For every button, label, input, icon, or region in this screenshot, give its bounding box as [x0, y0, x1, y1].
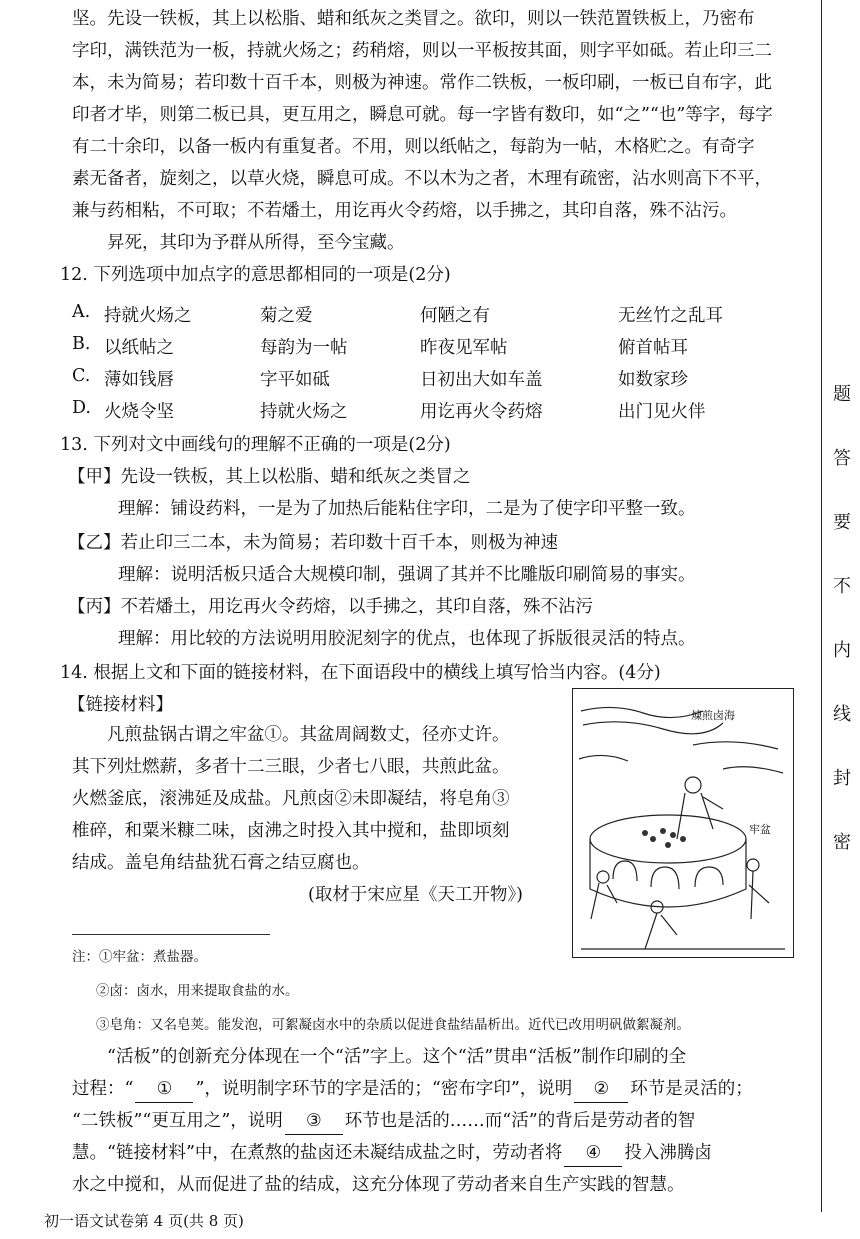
passage-line: 坚。先设一铁板，其上以松脂、蜡和纸灰之类冒之。欲印，则以一铁范置铁板上，乃密布: [72, 9, 755, 29]
option-label: B.: [72, 334, 91, 354]
item-quote: 不若燔土，用讫再火令药熔，以手拂之，其印自落，殊不沾污: [120, 597, 593, 617]
link-title: 【链接材料】: [68, 695, 173, 715]
figure-caption: 煉煎卤海: [691, 709, 735, 722]
passage-line: 字印，满铁范为一板，持就火炀之；药稍熔，则以一平板按其面，则字平如砥。若止印三二: [72, 41, 772, 61]
option-item: 以纸帖之: [104, 338, 174, 358]
blank-1[interactable]: ①: [135, 1076, 193, 1103]
salt-boiling-illustration: [572, 688, 794, 958]
link-line: 凡煎盐锅古谓之牢盆①。其盆周阔数丈，径亦丈许。: [72, 725, 510, 745]
note-1: 注：①牢盆：煮盐器。: [72, 949, 207, 965]
option-item: 持就火炀之: [104, 306, 192, 326]
item-tag: 【丙】: [68, 597, 121, 617]
option-item: 持就火炀之: [260, 402, 348, 422]
link-line: 其下列灶燃薪，多者十二三眼，少者七八眼，共煎此盆。: [72, 757, 510, 777]
seal-char: 封: [833, 768, 851, 789]
passage-line: 印者才毕，则第二板已具，更互用之，瞬息可就。每一字皆有数印，如“之”“也”等字，每字: [72, 105, 773, 125]
option-item: 昨夜见军帖: [420, 338, 508, 358]
seal-text: [829, 380, 855, 854]
option-label: A.: [72, 302, 91, 322]
q12-stem: 12. 下列选项中加点字的意思都相同的一项是(2分): [60, 265, 451, 285]
passage-line: 兼与药相粘，不可取；不若燔土，用讫再火令药熔，以手拂之，其印自落，殊不沾污。: [72, 201, 737, 221]
option-item: 菊之爱: [260, 306, 313, 326]
option-item: 如数家珍: [618, 370, 688, 390]
para-text: 投入沸腾卤: [624, 1143, 712, 1163]
para-text: “二铁板”“更互用之”，说明: [72, 1111, 283, 1131]
link-line: 结成。盖皂角结盐犹石膏之结豆腐也。: [72, 853, 370, 873]
link-line: 椎碎，和粟米糠二味，卤沸之时投入其中搅和，盐即顷刻: [72, 821, 510, 841]
answer-para-line: [72, 1076, 753, 1103]
para-text: 过程：“: [72, 1079, 134, 1099]
seal-char: 答: [833, 448, 851, 469]
para-text: 环节是灵活的；: [630, 1079, 753, 1099]
para-text: ”，说明制字环节的字是活的；“密布字印”，说明: [195, 1079, 573, 1099]
option-item: 何陋之有: [420, 306, 490, 326]
seal-line: [821, 0, 822, 1212]
note-3: ③皂角：又名皂荚。能发泡，可絮凝卤水中的杂质以促进食盐结晶析出。近代已改用明矾做絮凝剂。: [96, 1017, 690, 1033]
option-item: 用讫再火令药熔: [420, 402, 543, 422]
q13-explain-jia: 理解：铺设药料，一是为了加热后能粘住字印，二是为了使字印平整一致。: [118, 499, 696, 519]
q13-item-jia: [68, 464, 471, 490]
option-item: 每韵为一帖: [260, 338, 348, 358]
q13-explain-yi: 理解：说明活板只适合大规模印制，强调了其并不比雕版印刷简易的事实。: [118, 565, 696, 585]
item-quote: 先设一铁板，其上以松脂、蜡和纸灰之类冒之: [120, 467, 471, 487]
seal-char: 要: [833, 512, 851, 533]
q13-explain-bing: 理解：用比较的方法说明用胶泥刻字的优点，也体现了拆版很灵活的特点。: [118, 629, 696, 649]
blank-2[interactable]: ②: [574, 1076, 628, 1103]
answer-para-line: [72, 1108, 695, 1135]
seal-char: 内: [833, 640, 851, 661]
source-citation: (取材于宋应星《天工开物》): [308, 885, 523, 905]
item-tag: 【乙】: [68, 533, 121, 553]
q13-item-bing: [68, 594, 593, 620]
link-line: 火燃釜底，滚沸延及成盐。凡煎卤②未即凝结，将皂角③: [72, 789, 510, 809]
para-text: 环节也是活的……而“活”的背后是劳动者的智: [344, 1111, 696, 1131]
blank-4[interactable]: ④: [564, 1140, 622, 1167]
option-item: 薄如钱唇: [104, 370, 174, 390]
answer-para-line: 水之中搅和，从而促进了盐的结成，这充分体现了劳动者来自生产实践的智慧。: [72, 1175, 685, 1195]
passage-line: 本，未为简易；若印数十百千本，则极为神速。常作二铁板，一板印刷，一板已自布字，此: [72, 73, 772, 93]
option-item: 火烧令坚: [104, 402, 174, 422]
seal-char: 线: [833, 704, 851, 725]
option-item: 俯首帖耳: [618, 338, 688, 358]
option-item: 出门见火伴: [618, 402, 706, 422]
option-item: 无丝竹之乱耳: [618, 306, 723, 326]
para-text: 慧。“链接材料”中，在煮熬的盐卤还未凝结成盐之时，劳动者将: [72, 1143, 563, 1163]
item-tag: 【甲】: [68, 467, 121, 487]
option-item: 字平如砥: [260, 370, 330, 390]
q13-stem: 13. 下列对文中画线句的理解不正确的一项是(2分): [60, 435, 451, 455]
passage-line: 昇死，其印为予群从所得，至今宝藏。: [72, 233, 405, 253]
answer-para-line: “活板”的创新充分体现在一个“活”字上。这个“活”贯串“活板”制作印刷的全: [72, 1047, 687, 1067]
item-quote: 若止印三二本，未为简易；若印数十百千本，则极为神速: [120, 533, 558, 553]
notes-divider: [72, 934, 270, 935]
passage-line: 素无备者，旋刻之，以草火烧，瞬息可成。不以木为之者，木理有疏密，沾水则高下不平，: [72, 169, 772, 189]
figure-label: 牢盆: [749, 823, 771, 836]
q14-stem: 14. 根据上文和下面的链接材料，在下面语段中的横线上填写恰当内容。(4分): [60, 663, 661, 683]
q13-item-yi: [68, 530, 558, 556]
blank-3[interactable]: ③: [285, 1108, 343, 1135]
seal-char: 不: [833, 576, 851, 597]
note-2: ②卤：卤水，用来提取食盐的水。: [96, 983, 299, 999]
seal-char: 密: [833, 832, 851, 853]
passage-line: 有二十余印，以备一板内有重复者。不用，则以纸帖之，每韵为一帖，木格贮之。有奇字: [72, 137, 755, 157]
page-footer: 初一语文试卷第 4 页(共 8 页): [44, 1212, 244, 1230]
answer-para-line: [72, 1140, 712, 1167]
option-label: C.: [72, 366, 91, 386]
option-item: 日初出大如车盖: [420, 370, 543, 390]
seal-char: 题: [833, 384, 851, 405]
option-label: D.: [72, 398, 91, 418]
